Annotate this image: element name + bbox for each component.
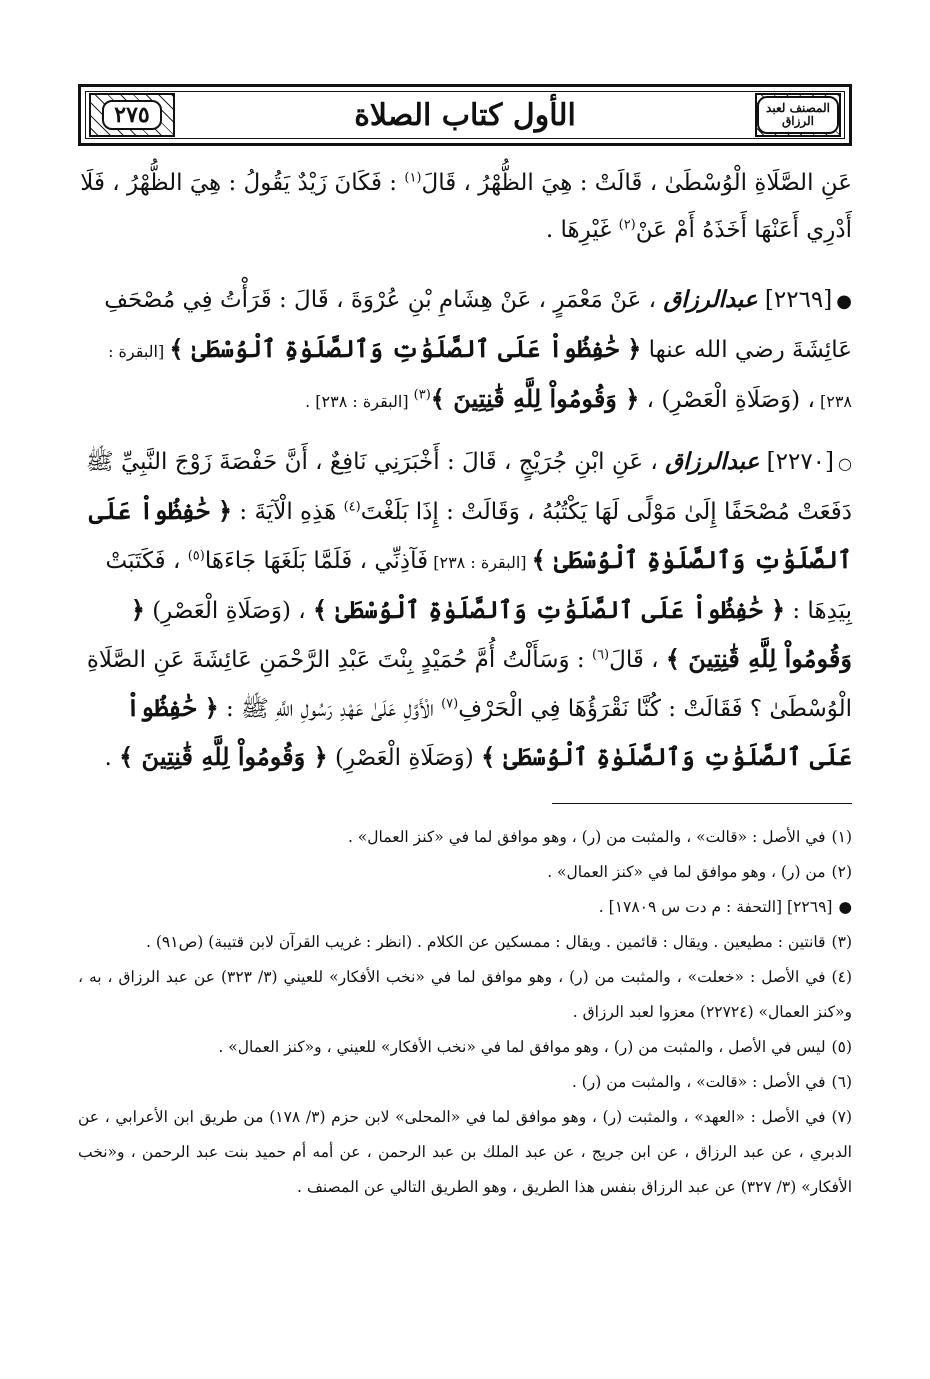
footnote-number: (٥) (831, 1038, 852, 1056)
footnote-ref-5[interactable]: (٥) (187, 548, 205, 564)
footnote-ref-7[interactable]: (٧) (441, 696, 459, 712)
footnote-number: (٧) (831, 1108, 852, 1126)
quran-verse: ﴿ وَقُومُواْ لِلَّهِ قَٰنِتِينَ ﴾ (130, 595, 852, 673)
footnote-number: (٤) (831, 968, 852, 986)
footnote: (٥)ليس في الأصل ، والمثبت من (ر) ، وهو موافق لما في «نخب الأفكار» للعيني ، و«كنز العمال» . (218, 1038, 852, 1056)
book-badge: المصنف لعبد الرزاق (757, 96, 839, 134)
paragraph-continuation: عَنِ الصَّلَاةِ الْوُسْطَىٰ ، قَالَتْ : هِيَ الظُّهْرُ ، قَالَ$^{(١)}$ : فَكَانَ زَيْدٌ يَقُولُ : هِيَ الظُّهْرُ ، فَلَا أَدْرِي أَعَنْهَا أَخَذَهُ أَمْ عَنْ$^{(٢)}$ غَيْرِهَا . (80, 170, 852, 243)
footnote-number: (٦) (831, 1073, 852, 1091)
quran-verse: ﴿ حَٰفِظُواْ عَلَى ٱلصَّلَوَٰتِ وَٱلصَّلَوٰةِ ٱلْوُسْطَىٰ ﴾ (313, 595, 786, 624)
footnote-ref-3[interactable]: (٣) (413, 387, 431, 403)
quran-verse: ﴿ وَقُومُواْ لِلَّهِ قَٰنِتِينَ ﴾ (119, 742, 328, 771)
footnote: (٣)قانتين : مطيعين . ويقال : قائمين . ويقال : ممسكين عن الكلام . (انظر : غريب القرآن لابن قتيبة) (ص٩١) . (146, 933, 852, 951)
hadith-2270: ○[٢٢٧٠] عبدالرزاق ، عَنِ ابْنِ جُرَيْجٍ ، قَالَ : أَخْبَرَنِي نَافِعٌ ، أَنَّ حَفْصَةَ زَوْجَ النَّبِيِّ ﷺ دَفَعَتْ مُصْحَفًا إِلَىٰ مَوْلًى لَهَا يَكْتُبُهُ ، وَقَالَتْ : إِذَا بَلَغْتَ$^{(٤)}$ هَذِهِ الْآيَةَ : ﴿ حَٰفِظُواْ عَلَى ٱلصَّلَوَٰتِ وَٱلصَّلَوٰةِ ٱلْوُسْطَىٰ ﴾ [البقرة : ٢٣٨] فَآذِنِّي ، فَلَمَّا بَلَغَهَا جَاءَهَا$^{(٥)}$ ، فَكَتَبَتْ بِيَدِهَا : ﴿ حَٰفِظُواْ عَلَى ٱلصَّلَوَٰتِ وَٱلصَّلَوٰةِ ٱلْوُسْطَىٰ ﴾ ، (وَصَلَاةِ الْعَصْرِ) ﴿ وَقُومُواْ لِلَّهِ قَٰنِتِينَ ﴾ ، قَالَ$^{(٦)}$ : وَسَأَلْتُ أُمَّ حُمَيْدٍ بِنْتَ عَبْدِ الرَّحْمَنِ عَائِشَةَ عَنِ الصَّلَاةِ الْوُسْطَىٰ ؟ فَقَالَتْ : كُنَّا نَقْرَؤُهَا فِي الْحَرْفِ$^{(٧)}$ الْأَوَّلِ عَلَىٰ عَهْدِ رَسُولِ اللَّهِ ﷺ : ﴿ حَٰفِظُواْ عَلَى ٱلصَّلَوَٰتِ وَٱلصَّلَوٰةِ ٱلْوُسْطَىٰ ﴾ (وَصَلَاةِ الْعَصْرِ) ﴿ وَقُومُواْ لِلَّهِ قَٰنِتِينَ ﴾ . (78, 438, 852, 782)
page-header (78, 84, 852, 146)
footnote-number: (١) (831, 828, 852, 846)
footnote-separator (552, 803, 852, 804)
footnote-ref-2[interactable]: (٢) (618, 217, 636, 233)
footnote-ref-4[interactable]: (٤) (343, 499, 361, 515)
hadith-number: [٢٢٦٩] (764, 287, 833, 313)
bullet-filled: ● (836, 291, 852, 312)
footnote-number: (٣) (831, 933, 852, 951)
footnote: (١)في الأصل : «قالت» ، والمثبت من (ر) ، وهو موافق لما في «كنز العمال» . (347, 828, 852, 846)
chapter-title: الأول كتاب الصلاة (354, 97, 576, 133)
verse-source: [البقرة : ٢٣٨] . (305, 392, 414, 411)
quran-verse: ﴿ حَٰفِظُواْ عَلَى ٱلصَّلَوَٰتِ وَٱلصَّلَوٰةِ ٱلْوُسْطَىٰ ﴾ (169, 334, 642, 363)
quran-verse: ﴿ وَقُومُواْ لِلَّهِ قَٰنِتِينَ ﴾ (430, 384, 640, 413)
hadith-number: [٢٢٧٠] (766, 449, 835, 475)
author-name: عبدالرزاق (665, 448, 760, 475)
footnote: (٤)في الأصل : «خعلت» ، والمثبت من (ر) ، وهو موافق لما في «نخب الأفكار» للعيني (٣/ ٣٢٣) عن عبد الرزاق ، به ، و«كنز العمال» (٢٢٧٢٤) معزوا لعبد الرزاق . (78, 968, 852, 1021)
footnotes (78, 820, 852, 1205)
footnote-bullet: ● (838, 898, 852, 916)
quran-verse: ﴿ حَٰفِظُواْ عَلَى ٱلصَّلَوَٰتِ وَٱلصَّلَوٰةِ ٱلْوُسْطَىٰ ﴾ (88, 496, 852, 574)
verse-source: [البقرة : ٢٣٨] (108, 342, 852, 411)
footnote-ref-6[interactable]: (٦) (591, 647, 610, 663)
footnote-ref-1[interactable]: (١) (404, 170, 422, 186)
footnote: (٢)من (ر) ، وهو موافق لما في «كنز العمال» . (547, 863, 852, 881)
hadith-2269: ●[٢٢٦٩] عبدالرزاق ، عَنْ مَعْمَرٍ ، عَنْ هِشَامِ بْنِ عُرْوَةَ ، قَالَ : قَرَأْتُ فِي مُصْحَفِ عَائِشَةَ رضي الله عنها ﴿ حَٰفِظُواْ عَلَى ٱلصَّلَوَٰتِ وَٱلصَّلَوٰةِ ٱلْوُسْطَىٰ ﴾ [البقرة : ٢٣٨] ، (وَصَلَاةِ الْعَصْرِ) ، ﴿ وَقُومُواْ لِلَّهِ قَٰنِتِينَ ﴾$^{(٣)}$ [البقرة : ٢٣٨] . (78, 276, 852, 425)
footnote: ●[٢٢٦٩] [التحفة : م دت س ١٧٨٠٩] . (598, 898, 852, 916)
verse-source: [البقرة : ٢٣٨] (428, 553, 532, 572)
page-number-ornament (89, 93, 175, 137)
footnote: (٦)في الأصل : «قالت» ، والمثبت من (ر) . (571, 1073, 852, 1091)
book-badge-ornament (755, 93, 841, 137)
page-number: ٢٧٥ (102, 100, 161, 130)
quran-verse: ﴿ حَٰفِظُواْ عَلَى ٱلصَّلَوَٰتِ وَٱلصَّلَوٰةِ ٱلْوُسْطَىٰ ﴾ (125, 693, 852, 771)
footnote-number: (٢) (831, 863, 852, 881)
author-name: عبدالرزاق (663, 286, 758, 313)
bullet-hollow: ○ (838, 454, 852, 473)
footnote: (٧)في الأصل : «العهد» ، والمثبت (ر) ، وهو موافق لما في «المحلى» لابن حزم (٣/ ١٧٨) من طريق ابن الأعرابي ، عن الدبري ، عن عبد الرزاق ، عن ابن جريج ، عن عبد الملك بن عبد الرحمن ، عن أمه أم حميد بنت عبد الرحمن ، و«نخب الأفكار» (٣/ ٣٢٧) عن عبد الرزاق بنفس هذا الطريق ، وهو الطريق التالي عن المصنف . (78, 1108, 852, 1196)
